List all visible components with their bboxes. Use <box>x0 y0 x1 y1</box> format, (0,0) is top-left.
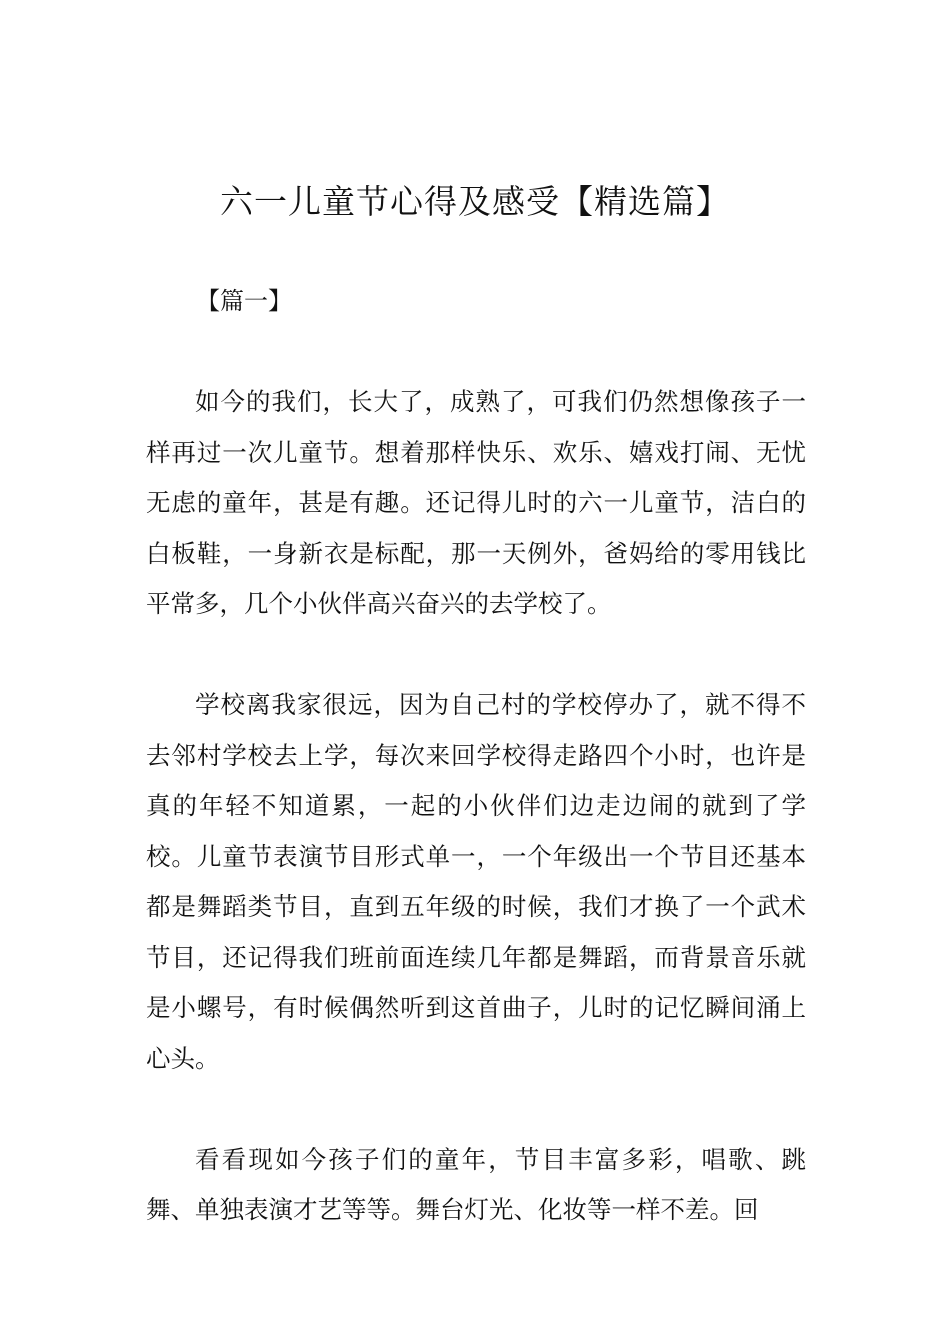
document-body <box>146 377 806 1286</box>
paragraph-1: 如今的我们，长大了，成熟了，可我们仍然想像孩子一样再过一次儿童节。想着那样快乐、欢乐、嬉戏打闹、无忧无虑的童年，甚是有趣。还记得儿时的六一儿童节，洁白的白板鞋，一身新衣是标配，那一天例外，爸妈给的零用钱比平常多，几个小伙伴高兴奋兴的去学校了。 <box>146 387 806 618</box>
paragraph-2: 学校离我家很远，因为自己村的学校停办了，就不得不去邻村学校去上学，每次来回学校得走路四个小时，也许是真的年轻不知道累，一起的小伙伴们边走边闹的就到了学校。儿童节表演节目形式单一，一个年级出一个节目还基本都是舞蹈类节目，直到五年级的时候，我们才换了一个武术节目，还记得我们班前面连续几年都是舞蹈，而背景音乐就是小螺号，有时候偶然听到这首曲子，儿时的记忆瞬间涌上心头。 <box>146 690 806 1073</box>
document-title: 六一儿童节心得及感受【精选篇】 <box>220 182 730 221</box>
section-label: 【篇一】 <box>196 287 292 315</box>
paragraph-3: 看看现如今孩子们的童年，节目丰富多彩，唱歌、跳舞、单独表演才艺等等。舞台灯光、化妆等一样不差。回 <box>146 1144 806 1224</box>
